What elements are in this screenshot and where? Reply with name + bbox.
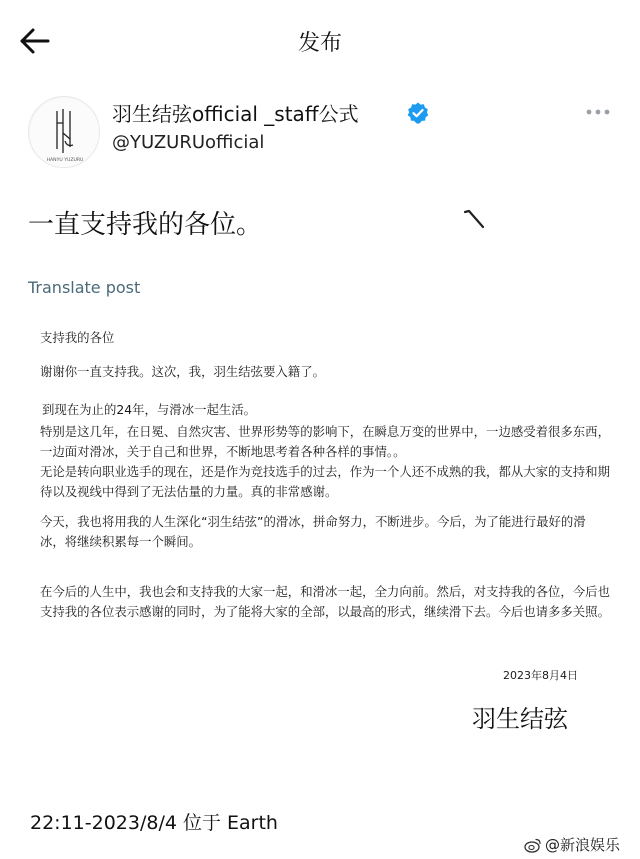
letter-paragraph: 无论是转向职业选手的现在，还是作为竞技选手的过去，作为一个人还不成熟的我，都从大家的支持和期待以及视线中得到了无法估量的力量。真的非常感谢。	[40, 464, 610, 499]
more-dots-icon	[583, 100, 613, 124]
translate-post-link[interactable]: Translate post	[28, 278, 141, 297]
author-name[interactable]: 羽生结弦official _staff公式	[112, 102, 359, 126]
watermark	[524, 834, 620, 855]
more-options-button[interactable]	[583, 100, 613, 124]
letter-image	[0, 312, 640, 732]
brush-stroke-icon	[462, 208, 486, 230]
page-title: 发布	[297, 31, 342, 56]
letter-paragraph: 特别是这几年，在日冕、自然灾害、世界形势等的影响下，在瞬息万变的世界中，一边感受着很多东西，一边面对滑冰，关于自己和世界，不断地思考着各种各样的事情。。	[40, 424, 610, 459]
top-bar	[0, 0, 640, 80]
letter-date: 2023年8月4日	[503, 669, 578, 682]
author-handle[interactable]: @YUZURUofficial	[112, 132, 265, 153]
letter-salutation: 支持我的各位	[40, 330, 115, 345]
letter-paragraph: 今天，我也将用我的人生深化“羽生结弦”的滑冰，拼命努力，不断进步。今后，为了能进行最好的滑冰，将继续积累每一个瞬间。	[40, 514, 586, 549]
verified-badge-icon	[406, 101, 430, 125]
post-headline: 一直支持我的各位。	[28, 210, 263, 240]
watermark-text: @新浪娱乐	[545, 836, 621, 854]
letter-paragraph: 谢谢你一直支持我。这次，我，羽生结弦要入籍了。	[40, 364, 325, 379]
avatar-caption: HANYU YUZURU	[46, 158, 84, 163]
letter-signature: 羽生结弦	[472, 705, 568, 733]
avatar[interactable]	[28, 96, 100, 168]
avatar-logo-icon	[29, 97, 100, 168]
letter-paragraph: 到现在为止的24年，与滑冰一起生活。	[42, 402, 257, 417]
post-timestamp-location: 22:11-2023/8/4 位于 Earth	[30, 812, 278, 834]
letter-paragraph: 在今后的人生中，我也会和支持我的大家一起，和滑冰一起，全力向前。然后，对支持我的各位，今后也支持我的各位表示感谢的同时，为了能将大家的全部，以最高的形式，继续滑下去。今后也请多多关照。	[40, 584, 610, 619]
weibo-icon	[524, 837, 542, 853]
